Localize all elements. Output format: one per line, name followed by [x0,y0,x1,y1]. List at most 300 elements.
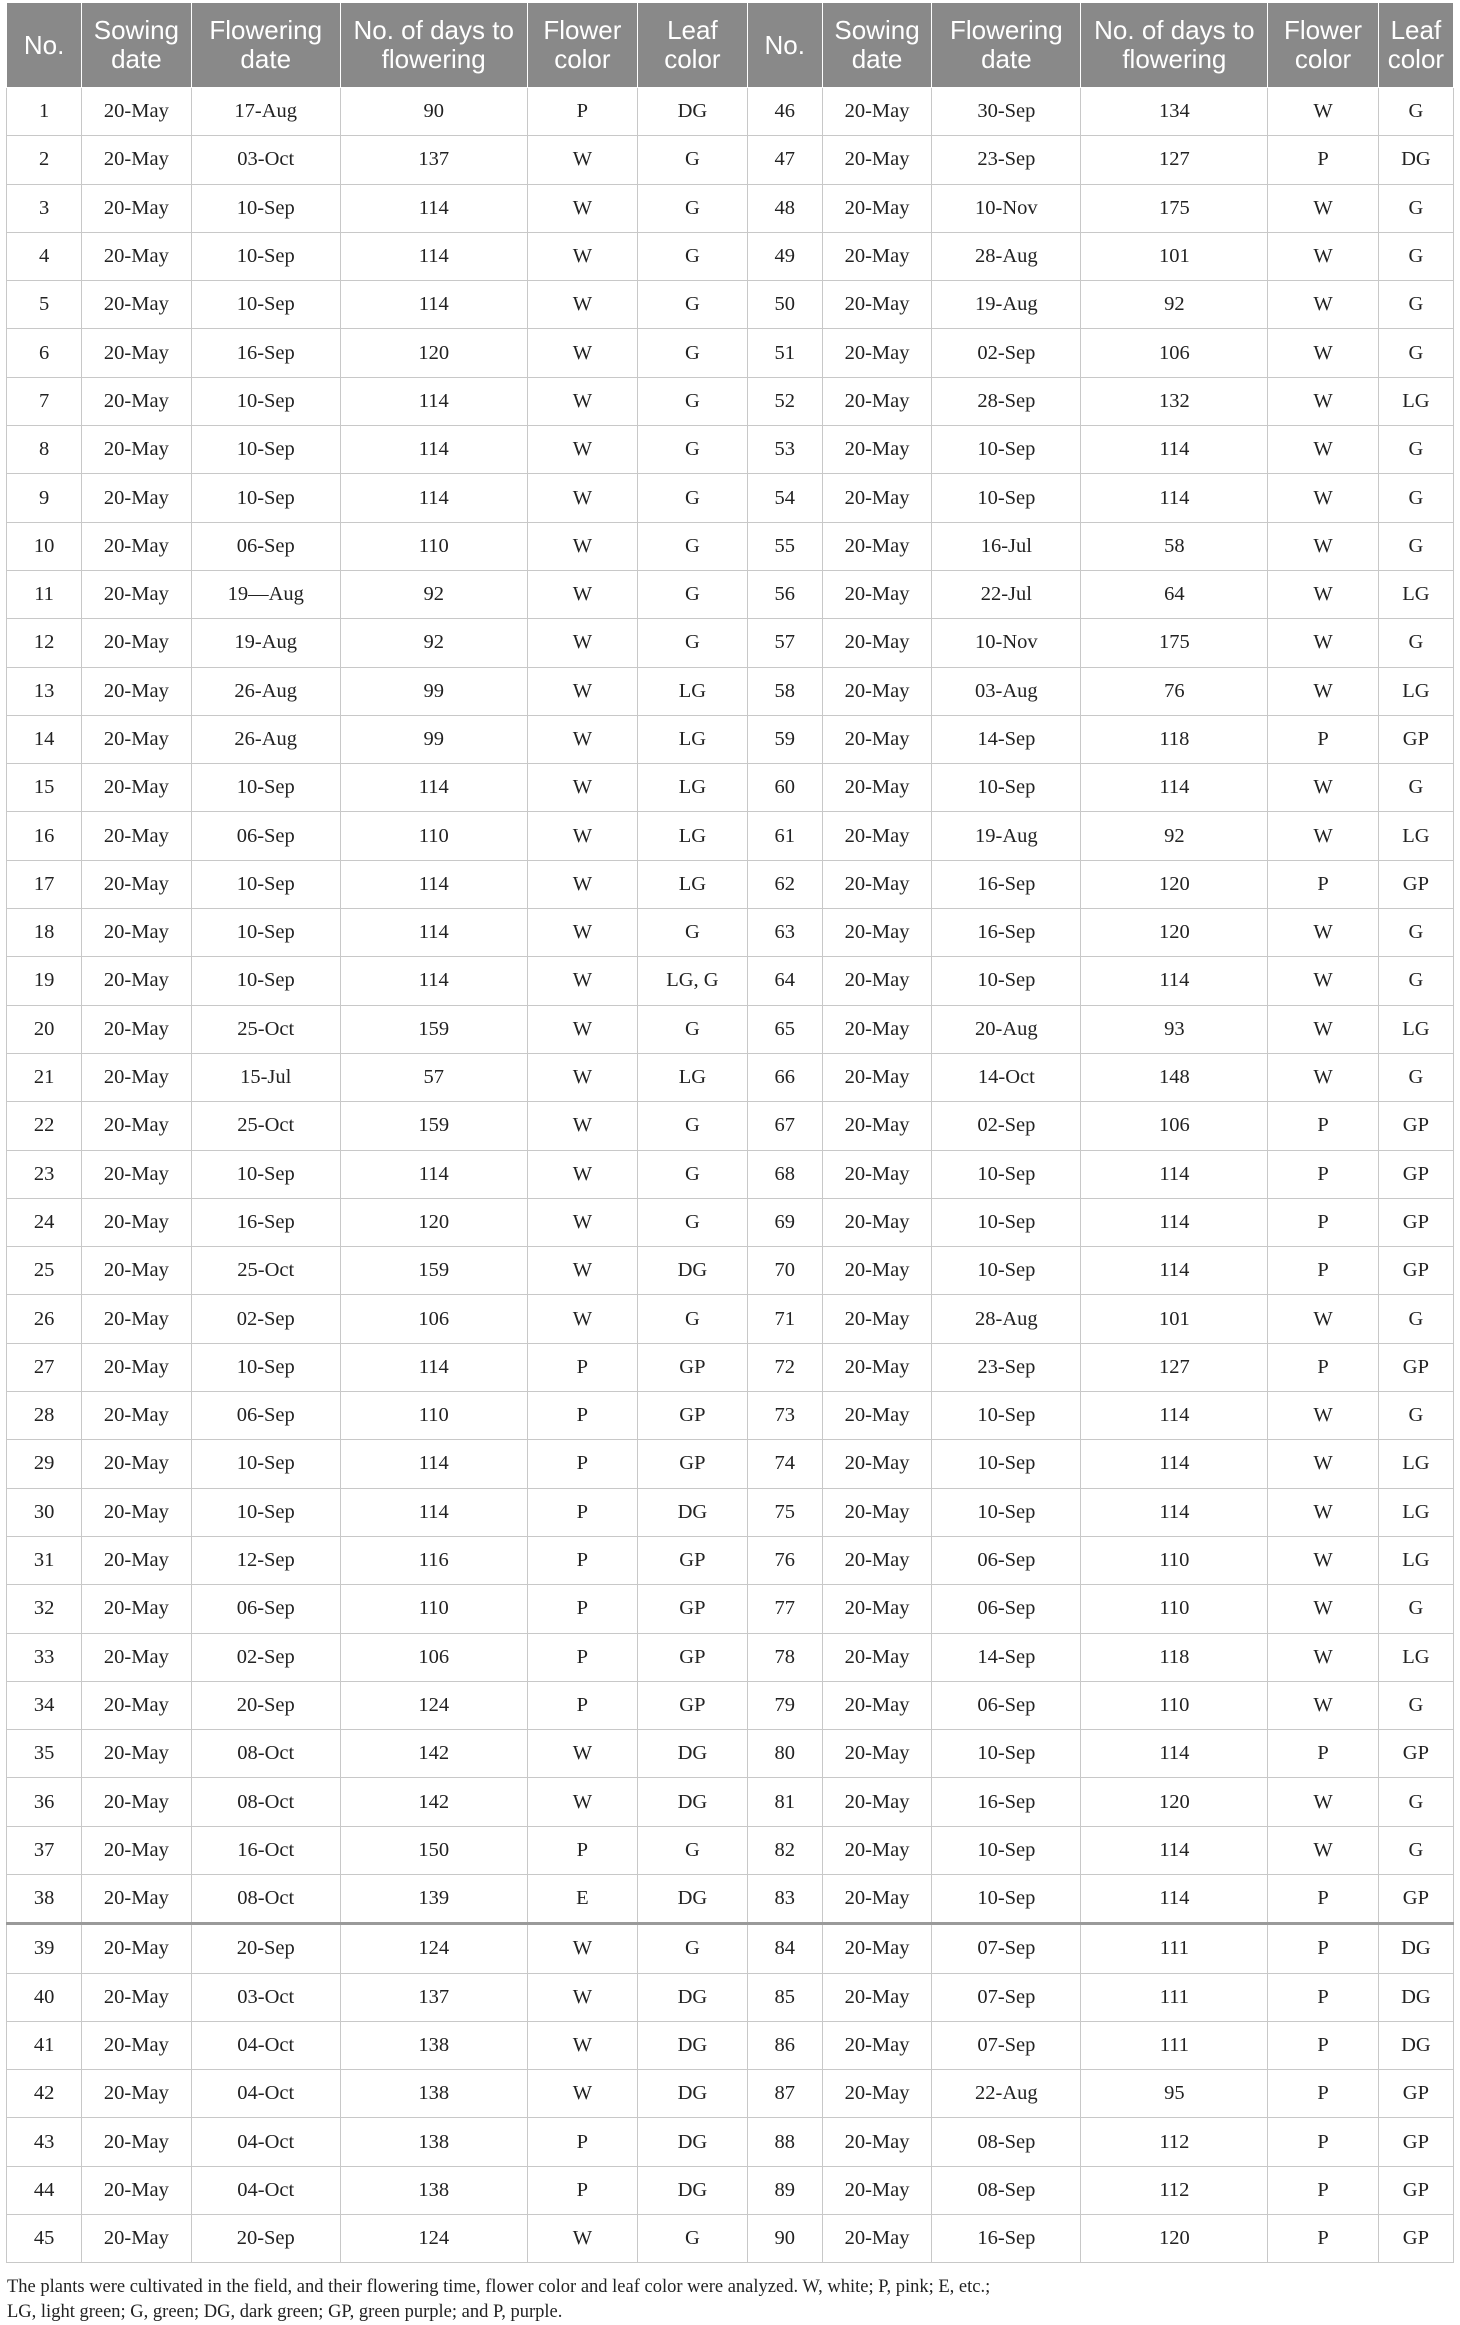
table-cell: 29 [7,1440,82,1488]
table-cell: 06-Sep [191,522,340,570]
table-cell: GP [638,1681,747,1729]
table-cell: 26-Aug [191,715,340,763]
table-cell: W [1268,1826,1379,1874]
table-cell: 20-May [822,1633,931,1681]
table-cell: LG [1378,1536,1453,1584]
table-cell: W [527,329,638,377]
table-cell: 99 [340,715,527,763]
table-cell: 148 [1081,1053,1268,1101]
table-cell: 62 [747,860,822,908]
table-cell: 20-May [82,764,191,812]
table-cell: G [638,1295,747,1343]
table-row [7,329,1454,377]
table-cell: GP [638,1536,747,1584]
table-cell: 43 [7,2118,82,2166]
table-cell: GP [1378,1150,1453,1198]
table-cell: 20-May [822,764,931,812]
table-cell: 20-May [822,136,931,184]
table-cell: 20-May [82,2118,191,2166]
table-cell: 60 [747,764,822,812]
table-cell: P [527,1343,638,1391]
table-cell: W [1268,909,1379,957]
table-cell: 20-May [822,812,931,860]
column-header: Sowing date [82,3,191,88]
table-cell: W [527,619,638,667]
table-cell: W [1268,764,1379,812]
table-cell: 20-May [82,1973,191,2021]
table-cell: 139 [340,1874,527,1923]
table-cell: W [1268,281,1379,329]
table-cell: W [1268,426,1379,474]
table-cell: W [1268,1681,1379,1729]
table-cell: 16-Sep [932,860,1081,908]
table-cell: 3 [7,184,82,232]
table-cell: W [527,715,638,763]
table-cell: G [638,1924,747,1973]
table-cell: E [527,1874,638,1923]
table-cell: 20-May [822,2118,931,2166]
table-cell: 127 [1081,136,1268,184]
table-cell: G [1378,764,1453,812]
table-cell: DG [638,1730,747,1778]
table-cell: 20-May [82,232,191,280]
table-cell: W [527,2070,638,2118]
table-body [7,88,1454,2263]
column-header: No. of days to flowering [340,3,527,88]
table-cell: 92 [1081,812,1268,860]
table-row [7,281,1454,329]
table-cell: 127 [1081,1343,1268,1391]
table-cell: 1 [7,88,82,136]
table-cell: G [1378,1585,1453,1633]
table-row [7,1633,1454,1681]
table-cell: 02-Sep [932,329,1081,377]
table-cell: W [527,377,638,425]
table-cell: P [1268,715,1379,763]
table-cell: 20-May [82,2215,191,2263]
table-row [7,1536,1454,1584]
table-cell: 120 [1081,860,1268,908]
table-cell: 92 [340,570,527,618]
table-row [7,2166,1454,2214]
table-cell: 08-Oct [191,1874,340,1923]
table-cell: 28-Aug [932,232,1081,280]
table-cell: 16-Sep [932,1778,1081,1826]
table-cell: 03-Oct [191,1973,340,2021]
table-cell: 06-Sep [191,812,340,860]
table-cell: 114 [1081,1150,1268,1198]
table-cell: 81 [747,1778,822,1826]
table-cell: 14 [7,715,82,763]
table-cell: DG [638,1488,747,1536]
table-cell: LG [1378,1005,1453,1053]
table-cell: 20-May [82,1730,191,1778]
table-cell: 112 [1081,2166,1268,2214]
table-cell: 20-May [82,2021,191,2069]
table-cell: 08-Oct [191,1778,340,1826]
table-cell: 06-Sep [932,1536,1081,1584]
table-row [7,812,1454,860]
table-row [7,232,1454,280]
table-cell: 20-May [82,1295,191,1343]
table-row [7,88,1454,136]
table-cell: P [1268,1973,1379,2021]
table-cell: 175 [1081,184,1268,232]
table-cell: 20-May [82,1102,191,1150]
table-row [7,715,1454,763]
table-cell: P [1268,2215,1379,2263]
table-cell: 20-May [822,1150,931,1198]
table-cell: 71 [747,1295,822,1343]
table-cell: 20-May [82,136,191,184]
table-cell: GP [638,1585,747,1633]
table-cell: 142 [340,1730,527,1778]
table-cell: 138 [340,2118,527,2166]
table-cell: 42 [7,2070,82,2118]
table-row [7,136,1454,184]
table-cell: 20-May [82,1536,191,1584]
table-cell: 110 [1081,1681,1268,1729]
table-cell: 20-May [82,2070,191,2118]
table-cell: 58 [747,667,822,715]
table-cell: 50 [747,281,822,329]
table-cell: DG [1378,2021,1453,2069]
table-cell: W [527,1778,638,1826]
table-cell: 150 [340,1826,527,1874]
table-cell: DG [1378,1924,1453,1973]
table-row [7,377,1454,425]
table-cell: 101 [1081,232,1268,280]
table-cell: LG [1378,1440,1453,1488]
table-cell: 20-May [82,329,191,377]
table-cell: G [1378,184,1453,232]
table-cell: GP [1378,860,1453,908]
table-cell: 30-Sep [932,88,1081,136]
table-cell: 56 [747,570,822,618]
table-cell: G [638,909,747,957]
table-cell: 14-Sep [932,1633,1081,1681]
table-cell: W [1268,1005,1379,1053]
table-cell: 114 [340,860,527,908]
table-cell: 20-May [822,667,931,715]
table-cell: 67 [747,1102,822,1150]
table-cell: 111 [1081,1924,1268,1973]
table-cell: W [1268,1585,1379,1633]
table-cell: GP [638,1440,747,1488]
table-cell: G [638,522,747,570]
column-header: No. [747,3,822,88]
table-cell: 20-May [82,1053,191,1101]
table-cell: W [527,570,638,618]
table-cell: G [1378,329,1453,377]
table-cell: DG [1378,1973,1453,2021]
table-cell: 22-Aug [932,2070,1081,2118]
table-cell: P [1268,2021,1379,2069]
table-cell: 72 [747,1343,822,1391]
table-cell: W [1268,1295,1379,1343]
table-cell: 06-Sep [932,1681,1081,1729]
table-cell: 20-May [822,2070,931,2118]
table-cell: GP [638,1392,747,1440]
table-cell: 69 [747,1198,822,1246]
table-footnote [6,2275,1447,2325]
table-row [7,764,1454,812]
table-cell: 90 [340,88,527,136]
table-cell: 20-May [822,1440,931,1488]
table-cell: 114 [1081,1247,1268,1295]
column-header: No. [7,3,82,88]
table-cell: W [527,1150,638,1198]
table-cell: 24 [7,1198,82,1246]
table-cell: 25-Oct [191,1005,340,1053]
table-row [7,2021,1454,2069]
table-cell: 175 [1081,619,1268,667]
table-cell: 10-Sep [932,1247,1081,1295]
table-cell: 20-May [822,329,931,377]
table-row [7,1874,1454,1923]
table-cell: 92 [1081,281,1268,329]
column-header: Sowing date [822,3,931,88]
table-cell: 10-Sep [932,1874,1081,1923]
table-cell: W [527,1198,638,1246]
table-cell: 20-May [82,1488,191,1536]
table-cell: 10-Sep [932,764,1081,812]
table-cell: 10-Sep [191,1488,340,1536]
table-cell: 87 [747,2070,822,2118]
table-cell: 80 [747,1730,822,1778]
table-cell: 93 [1081,1005,1268,1053]
table-cell: 132 [1081,377,1268,425]
table-cell: G [1378,1681,1453,1729]
table-cell: 07-Sep [932,1973,1081,2021]
table-cell: 26 [7,1295,82,1343]
table-cell: 03-Aug [932,667,1081,715]
table-cell: 95 [1081,2070,1268,2118]
table-cell: 114 [340,909,527,957]
table-cell: 7 [7,377,82,425]
table-row [7,1778,1454,1826]
table-cell: DG [638,1778,747,1826]
table-cell: G [1378,909,1453,957]
table-cell: LG [638,667,747,715]
table-cell: 07-Sep [932,1924,1081,1973]
table-cell: 04-Oct [191,2166,340,2214]
table-cell: 22-Jul [932,570,1081,618]
table-cell: 10-Sep [191,909,340,957]
table-cell: 36 [7,1778,82,1826]
table-cell: 35 [7,1730,82,1778]
table-cell: DG [638,1874,747,1923]
table-cell: G [638,2215,747,2263]
table-row [7,1005,1454,1053]
table-cell: 20-May [82,1778,191,1826]
table-cell: 20-May [822,2021,931,2069]
table-cell: 39 [7,1924,82,1973]
table-cell: 20-May [82,184,191,232]
table-cell: 16-Sep [191,329,340,377]
table-cell: W [527,764,638,812]
table-cell: 20-May [822,1295,931,1343]
table-cell: 08-Sep [932,2166,1081,2214]
table-cell: W [527,860,638,908]
table-cell: 114 [340,184,527,232]
table-cell: 138 [340,2070,527,2118]
table-cell: LG [638,860,747,908]
table-cell: 159 [340,1102,527,1150]
table-cell: 114 [1081,1198,1268,1246]
table-cell: 20-May [822,1005,931,1053]
table-cell: 20-May [82,1633,191,1681]
table-cell: P [527,1392,638,1440]
table-cell: W [527,2215,638,2263]
table-cell: 20-May [822,232,931,280]
table-cell: 20-May [82,909,191,957]
table-cell: 110 [340,1585,527,1633]
table-cell: GP [1378,2070,1453,2118]
table-cell: DG [638,88,747,136]
table-cell: 120 [340,1198,527,1246]
table-cell: P [1268,1102,1379,1150]
table-cell: 124 [340,1924,527,1973]
table-cell: 114 [1081,1488,1268,1536]
table-cell: 23-Sep [932,136,1081,184]
table-cell: LG, G [638,957,747,1005]
table-cell: 20-May [82,1198,191,1246]
table-cell: W [1268,329,1379,377]
table-cell: 08-Oct [191,1730,340,1778]
table-cell: DG [1378,136,1453,184]
table-cell: W [1268,957,1379,1005]
table-cell: P [1268,2070,1379,2118]
table-cell: 114 [340,232,527,280]
table-cell: 52 [747,377,822,425]
table-cell: W [527,232,638,280]
table-cell: 89 [747,2166,822,2214]
table-cell: G [1378,1053,1453,1101]
table-cell: 88 [747,2118,822,2166]
table-cell: 13 [7,667,82,715]
table-cell: 19—Aug [191,570,340,618]
table-cell: 28 [7,1392,82,1440]
table-cell: 20-May [822,957,931,1005]
table-row [7,1343,1454,1391]
table-cell: DG [638,1247,747,1295]
table-cell: GP [638,1343,747,1391]
table-cell: 114 [1081,1440,1268,1488]
table-cell: W [1268,1778,1379,1826]
table-cell: 20-May [82,281,191,329]
table-cell: G [1378,522,1453,570]
table-cell: G [638,377,747,425]
table-cell: 10-Sep [932,1488,1081,1536]
table-row [7,1488,1454,1536]
table-cell: W [527,1247,638,1295]
column-header: Leaf color [1378,3,1453,88]
table-cell: 118 [1081,715,1268,763]
table-cell: 8 [7,426,82,474]
table-cell: 12-Sep [191,1536,340,1584]
column-header: Flower color [1268,3,1379,88]
table-row [7,426,1454,474]
table-cell: 20-May [82,860,191,908]
table-cell: 159 [340,1005,527,1053]
table-cell: 92 [340,619,527,667]
table-cell: GP [1378,1730,1453,1778]
table-cell: 59 [747,715,822,763]
table-cell: 137 [340,136,527,184]
table-cell: 20-May [822,474,931,522]
table-cell: 38 [7,1874,82,1923]
table-cell: 20-May [82,1247,191,1295]
table-cell: 20-May [82,619,191,667]
table-cell: 20-May [822,1198,931,1246]
table-cell: 14-Sep [932,715,1081,763]
table-cell: 20-May [82,474,191,522]
table-cell: GP [1378,1874,1453,1923]
table-cell: W [527,1053,638,1101]
table-row [7,909,1454,957]
table-cell: 10-Sep [191,957,340,1005]
table-row [7,1247,1454,1295]
table-cell: 16 [7,812,82,860]
table-cell: 20-May [822,1924,931,1973]
table-cell: 27 [7,1343,82,1391]
table-cell: 114 [1081,764,1268,812]
table-cell: P [527,1633,638,1681]
table-cell: 20-May [822,1681,931,1729]
table-cell: 83 [747,1874,822,1923]
table-cell: 10-Sep [191,232,340,280]
table-cell: 04-Oct [191,2070,340,2118]
table-cell: W [1268,667,1379,715]
table-cell: 20-May [822,1053,931,1101]
table-cell: 20-May [822,1343,931,1391]
table-cell: 138 [340,2021,527,2069]
table-cell: 53 [747,426,822,474]
table-cell: 99 [340,667,527,715]
table-cell: 114 [340,764,527,812]
table-cell: 120 [340,329,527,377]
table-cell: 15 [7,764,82,812]
table-row [7,957,1454,1005]
table-cell: P [527,1826,638,1874]
table-cell: GP [1378,1102,1453,1150]
table-cell: GP [1378,1247,1453,1295]
table-cell: 6 [7,329,82,377]
table-cell: 114 [340,1343,527,1391]
table-cell: 82 [747,1826,822,1874]
table-cell: 16-Sep [932,2215,1081,2263]
table-cell: P [527,1488,638,1536]
table-cell: W [1268,1536,1379,1584]
table-cell: P [527,2166,638,2214]
table-row [7,1924,1454,1973]
table-cell: W [527,909,638,957]
table-cell: 137 [340,1973,527,2021]
table-cell: LG [1378,377,1453,425]
table-cell: 06-Sep [191,1585,340,1633]
table-cell: DG [638,1973,747,2021]
table-cell: 19-Aug [932,812,1081,860]
table-cell: 20-May [82,1343,191,1391]
table-cell: GP [1378,2166,1453,2214]
table-cell: W [527,1005,638,1053]
table-cell: 10-Sep [932,426,1081,474]
column-header: Leaf color [638,3,747,88]
table-cell: G [638,136,747,184]
table-cell: 49 [747,232,822,280]
table-row [7,570,1454,618]
